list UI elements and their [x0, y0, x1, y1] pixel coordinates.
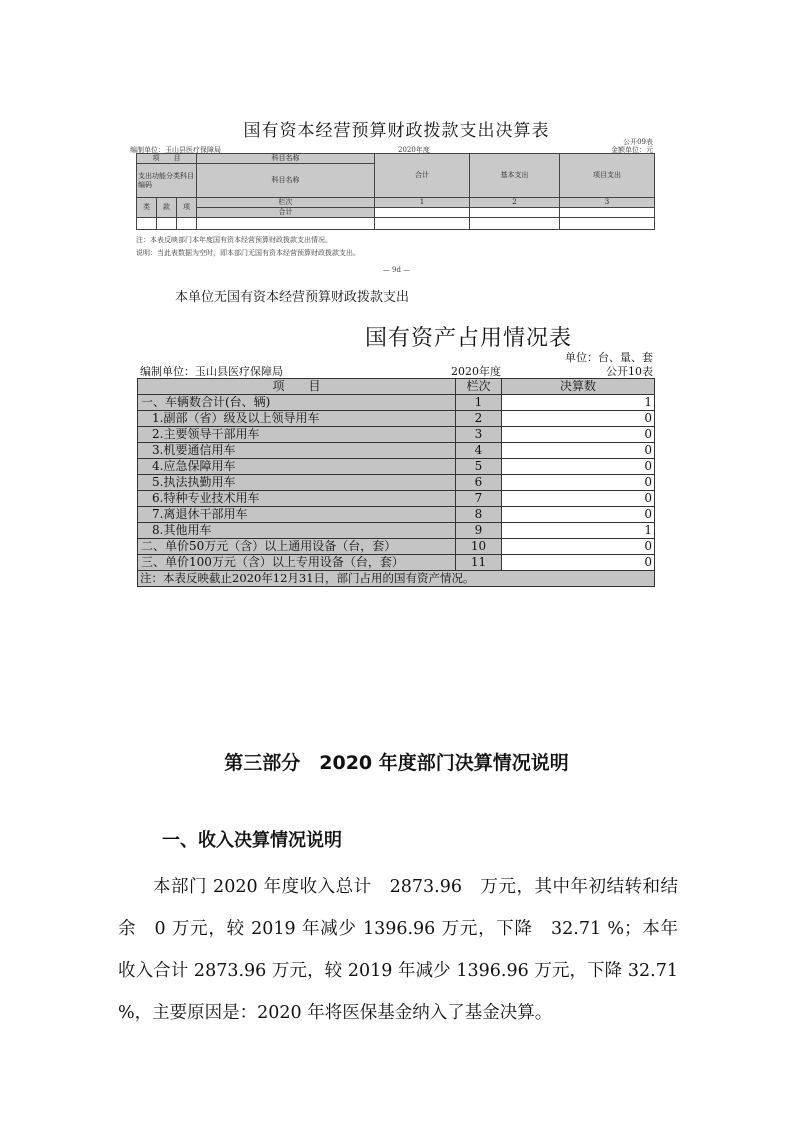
- table09-org: 编制单位：玉山县医疗保障局: [130, 146, 221, 154]
- table-row: [138, 555, 655, 571]
- header-func-code: 支出功能分类科目编码: [137, 164, 197, 198]
- sum-label: 合计: [197, 208, 375, 218]
- row-value: 0: [502, 539, 655, 555]
- header-total: 合计: [375, 154, 470, 198]
- table09-note: 注：本表反映部门本年度国有资本经营预算财政拨款支出情况。: [136, 236, 332, 244]
- row-col-index: 3: [456, 427, 502, 443]
- table10-org: 编制单位：玉山县医疗保障局: [140, 365, 283, 378]
- sum-basic: [470, 208, 560, 218]
- row-value: 0: [502, 507, 655, 523]
- table-row: [138, 539, 655, 555]
- table09-explanation: 说明：当此表数据为空时，即本部门无国有资本经营预算财政拨款支出。: [136, 249, 360, 257]
- row-col-index: 11: [456, 555, 502, 571]
- row-col-index: 8: [456, 507, 502, 523]
- table10-note: 注：本表反映截止2020年12月31日，部门占用的国有资产情况。: [138, 571, 655, 587]
- row-col-index: 4: [456, 443, 502, 459]
- table10-year: 2020年度: [451, 365, 501, 378]
- row-label: 3.机要通信用车: [138, 443, 456, 459]
- row-col-index: 7: [456, 491, 502, 507]
- table-row: [138, 475, 655, 491]
- header-subject-name: 科目名称: [197, 164, 375, 198]
- page-number: — 9d —: [382, 266, 411, 274]
- table-row: [138, 395, 655, 411]
- row-value: 0: [502, 443, 655, 459]
- table09-code: 公开09表: [623, 138, 653, 146]
- table10-title: 国有资产占用情况表: [365, 326, 573, 351]
- row-value: 0: [502, 475, 655, 491]
- row-label: 二、单价50万元（含）以上通用设备（台，套）: [138, 539, 456, 555]
- table-row: [138, 491, 655, 507]
- row-label: 4.应急保障用车: [138, 459, 456, 475]
- header-item: 项 目: [138, 379, 456, 395]
- table10: [137, 378, 655, 587]
- part-heading: 第三部分 2020 年度部门决算情况说明: [224, 752, 569, 774]
- section-heading: 一、收入决算情况说明: [162, 830, 342, 851]
- table-row: [138, 459, 655, 475]
- header-kuan: 款: [157, 198, 177, 218]
- row-value: 0: [502, 491, 655, 507]
- header-item: 项 目: [137, 154, 197, 164]
- table09-title: 国有资本经营预算财政拨款支出决算表: [243, 121, 550, 141]
- row-value: 0: [502, 459, 655, 475]
- header-subject-name-top: 科目名称: [197, 154, 375, 164]
- row-label: 1.副部（省）级及以上领导用车: [138, 411, 456, 427]
- table09: [136, 153, 655, 230]
- row-value: 0: [502, 555, 655, 571]
- table10-unit: 单位：台、量、套: [565, 351, 653, 364]
- row-col-index: 6: [456, 475, 502, 491]
- no-expense-note: 本单位无国有资本经营预算财政拨款支出: [175, 290, 410, 305]
- table-row: [138, 443, 655, 459]
- row-label: 5.执法执勤用车: [138, 475, 456, 491]
- table10-code: 公开10表: [606, 365, 653, 378]
- row-label: 2.主要领导干部用车: [138, 427, 456, 443]
- row-label: 8.其他用车: [138, 523, 456, 539]
- header-value: 决算数: [502, 379, 655, 395]
- row-value: 0: [502, 411, 655, 427]
- row-label: 7.离退休干部用车: [138, 507, 456, 523]
- row-col-index: 1: [456, 395, 502, 411]
- table09-unit: 金额单位：元: [611, 146, 653, 154]
- table-row: [138, 507, 655, 523]
- table-row: [138, 427, 655, 443]
- header-basic: 基本支出: [470, 154, 560, 198]
- header-xiang: 项: [177, 198, 197, 218]
- income-paragraph: 本部门 2020 年度收入总计 2873.96 万元，其中年初结转和结余 0 万元，较 2019 年减少 1396.96 万元，下降 32.71 %；本年收入合计 2873.96 万元，较 2019 年减少 1396.96 万元，下降 32.71 %，主要原因是：2020 年将医保基金纳入了基金决算。: [118, 877, 678, 1023]
- header-col-index: 栏次: [197, 198, 375, 208]
- row-col-index: 2: [456, 411, 502, 427]
- row-value: 0: [502, 427, 655, 443]
- col-index-basic: 2: [470, 198, 560, 208]
- row-value: 1: [502, 523, 655, 539]
- table09-year: 2020年度: [398, 146, 430, 154]
- table-row: [138, 523, 655, 539]
- row-col-index: 9: [456, 523, 502, 539]
- row-label: 一、车辆数合计(台、辆): [138, 395, 456, 411]
- header-col-index: 栏次: [456, 379, 502, 395]
- row-col-index: 10: [456, 539, 502, 555]
- header-lei: 类: [137, 198, 157, 218]
- row-col-index: 5: [456, 459, 502, 475]
- table-row: [138, 411, 655, 427]
- col-index-project: 3: [560, 198, 655, 208]
- sum-total: [375, 208, 470, 218]
- row-label: 6.特种专业技术用车: [138, 491, 456, 507]
- col-index-total: 1: [375, 198, 470, 208]
- sum-project: [560, 208, 655, 218]
- header-project: 项目支出: [560, 154, 655, 198]
- row-label: 三、单价100万元（含）以上专用设备（台，套）: [138, 555, 456, 571]
- row-value: 1: [502, 395, 655, 411]
